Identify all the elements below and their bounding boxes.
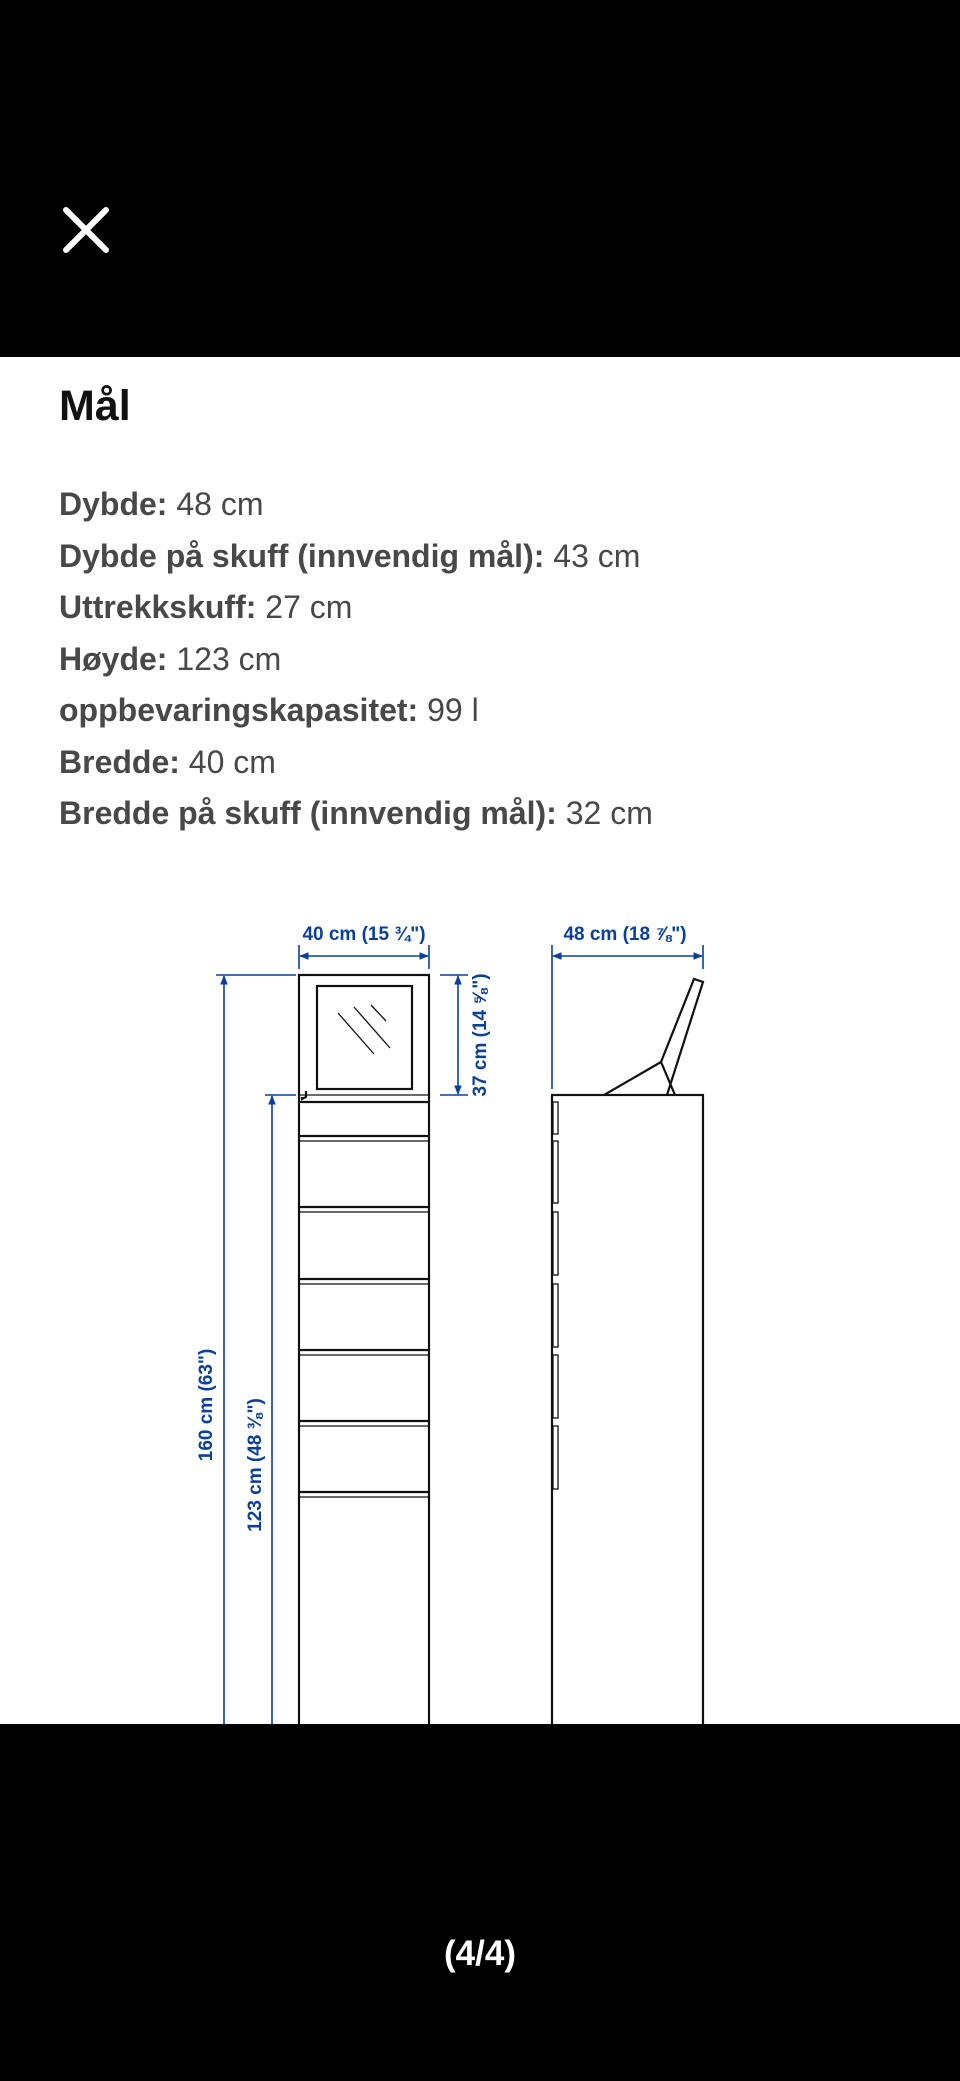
side-view	[552, 924, 703, 1724]
front-width-label: 40 cm (15 ¾")	[302, 924, 426, 945]
section-title: Mål	[59, 382, 131, 430]
spec-value: 48 cm	[176, 486, 264, 522]
dimension-diagram	[0, 877, 960, 1724]
spec-item	[59, 788, 653, 840]
front-view	[196, 924, 491, 1724]
spec-item	[59, 634, 653, 686]
body-height-label: 123 cm (48 ⅜")	[245, 1398, 266, 1532]
spec-value: 43 cm	[553, 537, 641, 574]
spec-item	[59, 737, 653, 789]
spec-value: 32 cm	[565, 795, 653, 831]
spec-label: Høyde:	[59, 640, 168, 677]
spec-label: oppbevaringskapasitet:	[59, 692, 419, 728]
spec-item	[59, 582, 653, 634]
spec-value: 123 cm	[176, 640, 282, 677]
spec-label: Dybde:	[59, 486, 168, 522]
spec-label: Uttrekkskuff:	[59, 589, 257, 625]
spec-value: 40 cm	[188, 743, 276, 780]
spec-list	[59, 479, 653, 840]
side-drawer-fronts	[552, 1102, 703, 1724]
spec-item	[59, 479, 653, 531]
front-drawer-lines	[299, 1136, 429, 1497]
dimensions-panel	[0, 357, 960, 1724]
image-counter: (4/4)	[444, 1934, 516, 1973]
top-bar	[0, 0, 960, 357]
spec-label: Dybde på skuff (innvendig mål):	[59, 537, 545, 574]
side-depth-label: 48 cm (18 ⅞")	[563, 924, 687, 945]
spec-item	[59, 531, 653, 583]
spec-label: Bredde på skuff (innvendig mål):	[59, 795, 557, 831]
total-height-label: 160 cm (63")	[196, 1348, 217, 1462]
close-icon[interactable]	[56, 200, 116, 260]
spec-item	[59, 685, 653, 737]
spec-label: Bredde:	[59, 743, 180, 780]
bottom-bar	[0, 1724, 960, 2081]
spec-value: 99 l	[427, 692, 479, 728]
mirror-height-label: 37 cm (14 ⅝")	[470, 973, 491, 1097]
spec-value: 27 cm	[265, 589, 353, 625]
